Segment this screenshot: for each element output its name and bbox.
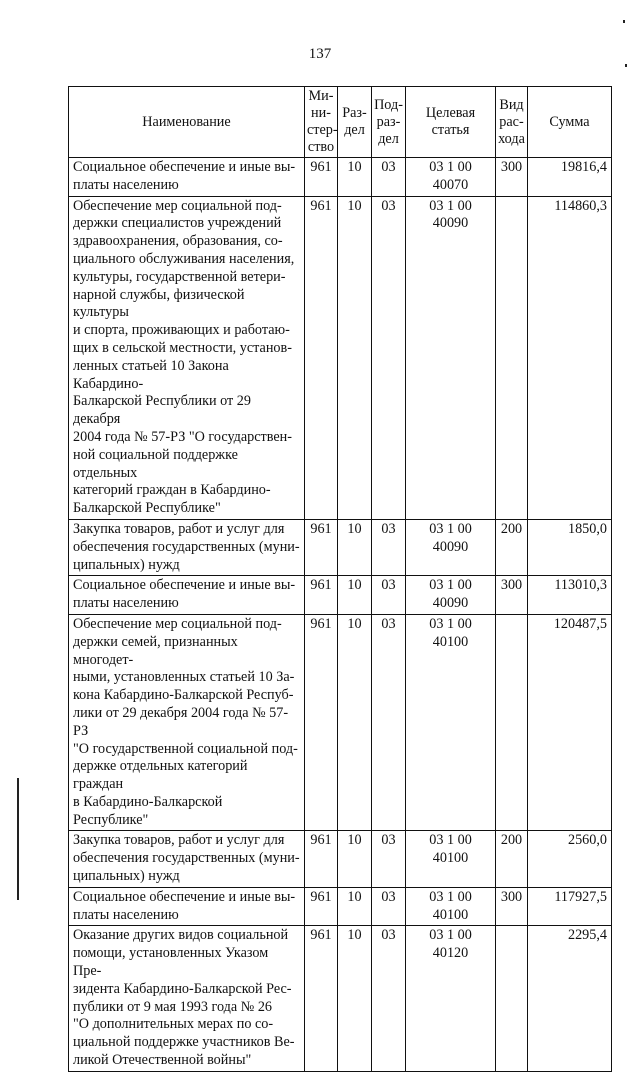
row-section: 10: [338, 576, 372, 615]
row-subsection: 03: [372, 926, 406, 1071]
row-sum: 2560,0: [528, 831, 612, 887]
row-ministry: 961: [305, 158, 338, 197]
row-expense-type: 300: [496, 576, 528, 615]
row-sum: 1850,0: [528, 519, 612, 575]
row-subsection: 03: [372, 614, 406, 831]
scan-mark: [623, 20, 625, 23]
row-sum: 117927,5: [528, 887, 612, 926]
row-sum: 120487,5: [528, 614, 612, 831]
row-expense-type: [496, 926, 528, 1071]
table-header-row: [69, 87, 612, 158]
row-subsection: 03: [372, 158, 406, 197]
row-subsection: 03: [372, 196, 406, 519]
row-name: Обеспечение мер социальной под- держки семей, признанных многодет- ными, установленных статьей 10 За- кона Кабардино-Балкарской Респуб- лики от 29 декабря 2004 года № 57-РЗ "О государственной социальной под- держке отдельных категорий граждан в Кабардино-Балкарской Республике": [69, 614, 305, 831]
row-target: 03 1 00 40090: [406, 519, 496, 575]
row-name: Социальное обеспечение и иные вы- платы населению: [69, 887, 305, 926]
scan-mark: [17, 778, 19, 900]
row-ministry: 961: [305, 576, 338, 615]
row-sum: 2295,4: [528, 926, 612, 1071]
row-sum: 19816,4: [528, 158, 612, 197]
row-target: 03 1 00 40100: [406, 887, 496, 926]
row-expense-type: 200: [496, 519, 528, 575]
row-name: Социальное обеспечение и иные вы- платы населению: [69, 158, 305, 197]
row-expense-type: 300: [496, 887, 528, 926]
budget-table: [68, 86, 612, 1072]
table-row: [69, 831, 612, 887]
row-expense-type: [496, 196, 528, 519]
page-number: 137: [308, 46, 332, 62]
row-name: Социальное обеспечение и иные вы- платы населению: [69, 576, 305, 615]
row-target: 03 1 00 40070: [406, 158, 496, 197]
row-expense-type: [496, 614, 528, 831]
row-name: Закупка товаров, работ и услуг для обеспечения государственных (муни- ципальных) нужд: [69, 519, 305, 575]
table-row: [69, 519, 612, 575]
row-ministry: 961: [305, 887, 338, 926]
row-ministry: 961: [305, 831, 338, 887]
row-expense-type: 300: [496, 158, 528, 197]
row-target: 03 1 00 40100: [406, 831, 496, 887]
row-expense-type: 200: [496, 831, 528, 887]
row-ministry: 961: [305, 519, 338, 575]
row-ministry: 961: [305, 926, 338, 1071]
row-target: 03 1 00 40100: [406, 614, 496, 831]
row-ministry: 961: [305, 614, 338, 831]
row-name: Обеспечение мер социальной под- держки специалистов учреждений здравоохранения, образования, со- циального обслуживания населения, культуры, государственной ветери- нарной службы, физической культуры и спорта, проживающих и работаю- щих в сельской местности, установ- ленных статьей 10 Закона Кабардино- Балкарской Республики от 29 декабря 2004 года № 57-РЗ "О государствен- ной социальной поддержке отдельных категорий граждан в Кабардино- Балкарской Республике": [69, 196, 305, 519]
row-section: 10: [338, 614, 372, 831]
row-target: 03 1 00 40120: [406, 926, 496, 1071]
table-row: [69, 887, 612, 926]
table-row: [69, 614, 612, 831]
row-section: 10: [338, 887, 372, 926]
table-row: [69, 196, 612, 519]
row-section: 10: [338, 831, 372, 887]
row-subsection: 03: [372, 887, 406, 926]
row-ministry: 961: [305, 196, 338, 519]
row-target: 03 1 00 40090: [406, 196, 496, 519]
header-section: Раз- дел: [338, 87, 372, 158]
row-section: 10: [338, 158, 372, 197]
row-section: 10: [338, 519, 372, 575]
row-sum: 113010,3: [528, 576, 612, 615]
header-subsection: Под- раз- дел: [372, 87, 406, 158]
row-target: 03 1 00 40090: [406, 576, 496, 615]
row-subsection: 03: [372, 576, 406, 615]
row-section: 10: [338, 196, 372, 519]
row-name: Закупка товаров, работ и услуг для обеспечения государственных (муни- ципальных) нужд: [69, 831, 305, 887]
scan-mark: [625, 64, 627, 67]
header-name: Наименование: [69, 87, 305, 158]
header-ministry: Ми- ни- стер- ство: [305, 87, 338, 158]
table-row: [69, 576, 612, 615]
header-expense-type: Вид рас- хода: [496, 87, 528, 158]
header-target: Целевая статья: [406, 87, 496, 158]
row-section: 10: [338, 926, 372, 1071]
row-name: Оказание других видов социальной помощи, установленных Указом Пре- зидента Кабардино-Балкарской Рес- публики от 9 мая 1993 года № 26 "О дополнительных мерах по со- циальной поддержке участников Ве- ликой Отечественной войны": [69, 926, 305, 1071]
row-sum: 114860,3: [528, 196, 612, 519]
table-row: [69, 926, 612, 1071]
header-sum: Сумма: [528, 87, 612, 158]
table-row: [69, 158, 612, 197]
row-subsection: 03: [372, 519, 406, 575]
row-subsection: 03: [372, 831, 406, 887]
